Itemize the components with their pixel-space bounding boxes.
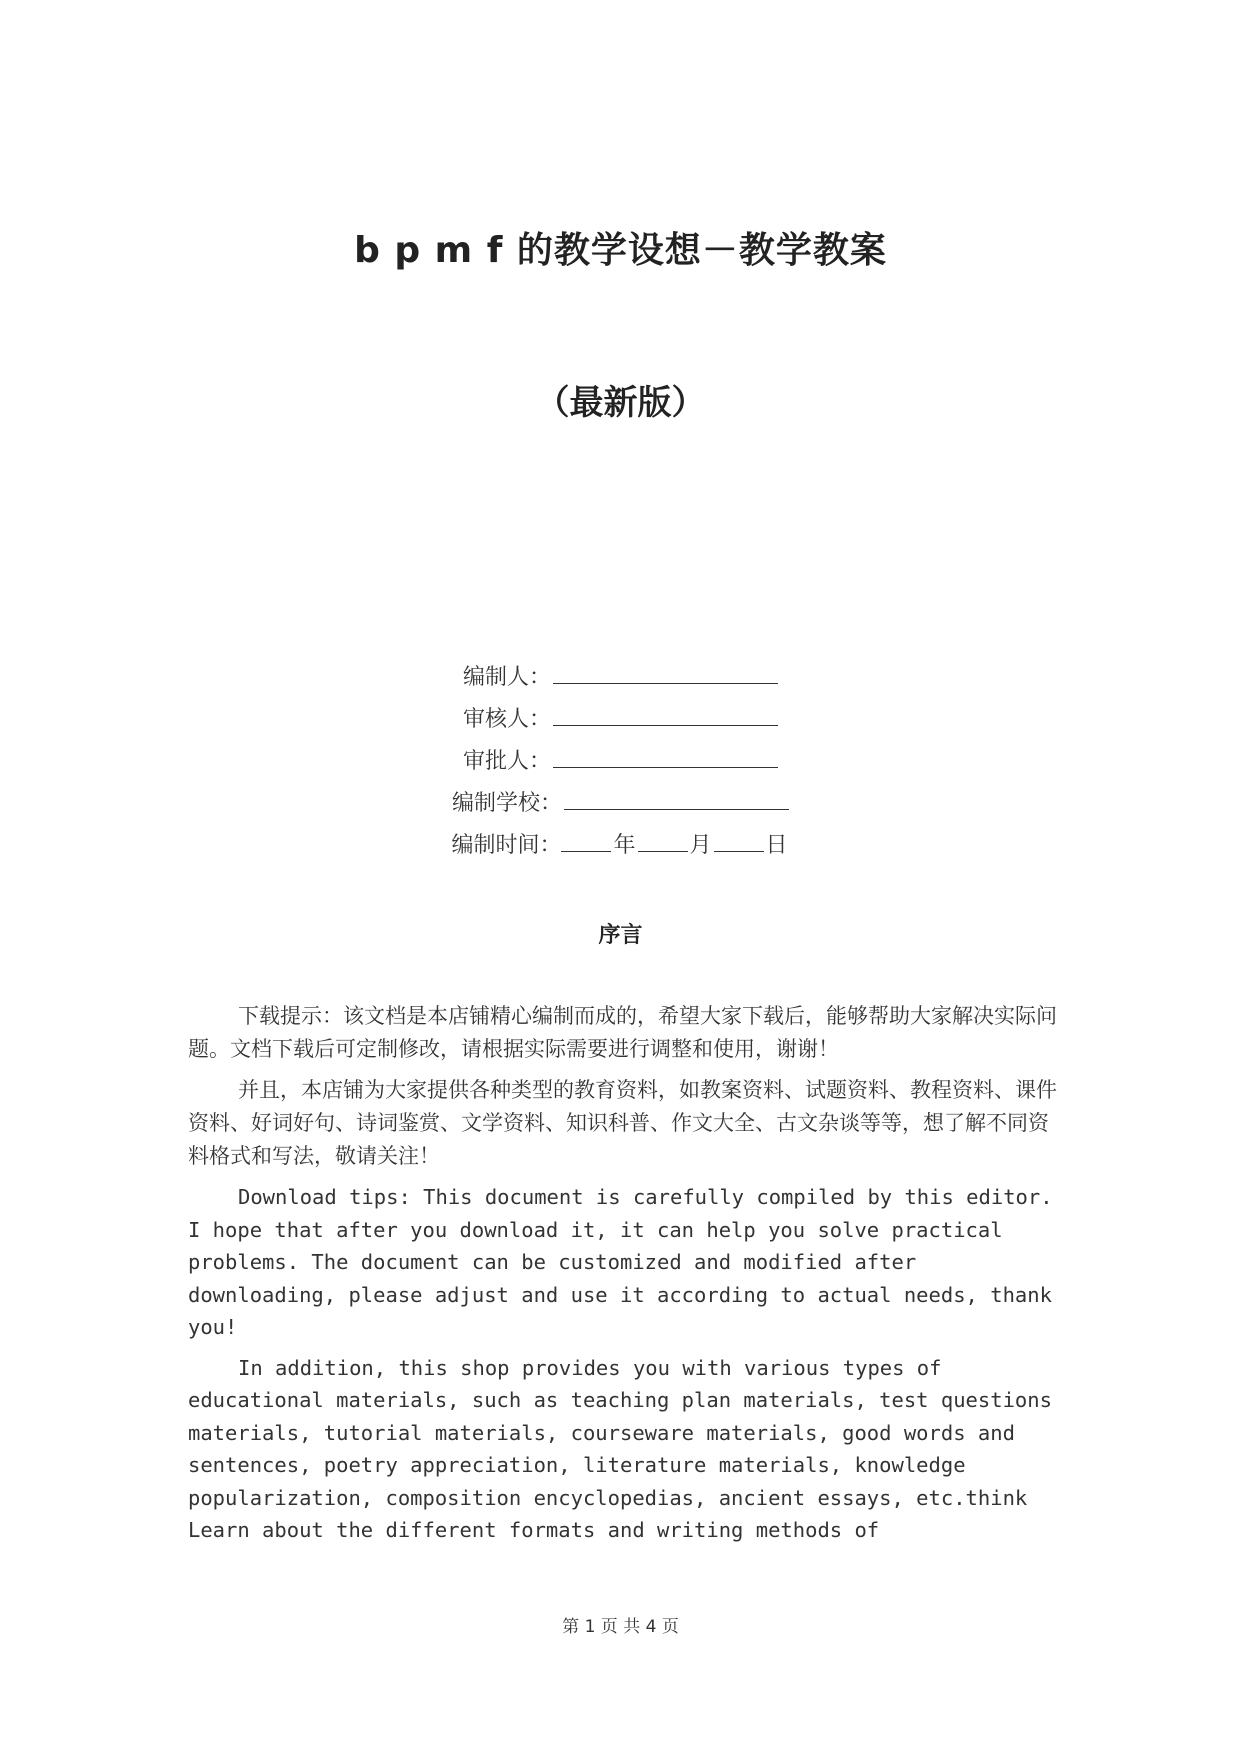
field-label: 编制学校： bbox=[451, 791, 562, 816]
paragraph: 下载提示：该文档是本店铺精心编制而成的，希望大家下载后，能够帮助大家解决实际问题。文档下载后可定制修改，请根据实际需要进行调整和使用，谢谢！ bbox=[188, 1004, 1057, 1061]
paragraph: Download tips: This document is carefully compiled by this editor. I hope that after you download it, it can help you solve practical problems. The document can be customized and modified after downloading, please adjust and use it according to actual needs, thank you! bbox=[188, 1185, 1053, 1339]
blank-line bbox=[561, 829, 611, 852]
preface-body bbox=[188, 1000, 1058, 1555]
field-label: 编制时间： bbox=[451, 833, 562, 858]
document-title: b p m f 的教学设想－教学教案 bbox=[354, 230, 887, 271]
month-unit: 月 bbox=[689, 833, 712, 858]
field-row-school bbox=[0, 786, 1241, 828]
field-label: 审批人： bbox=[462, 749, 551, 774]
document-subtitle: （最新版） bbox=[535, 383, 706, 423]
field-label: 审核人： bbox=[462, 707, 551, 732]
signature-fields bbox=[0, 660, 1241, 870]
field-row-approver bbox=[0, 744, 1241, 786]
blank-line bbox=[553, 661, 778, 684]
blank-line bbox=[638, 829, 688, 852]
day-unit: 日 bbox=[765, 833, 788, 858]
paragraph: In addition, this shop provides you with various types of educational materials, such as teaching plan materials, test questions materials, tutorial materials, courseware materials, good words and sentences, poetry appreciation, literature materials, knowledge popularization, composition encyclopedias, ancient essays, etc.think Learn about the different formats and writing methods of bbox=[188, 1355, 1052, 1542]
year-unit: 年 bbox=[613, 833, 636, 858]
paragraph: 并且，本店铺为大家提供各种类型的教育资料，如教案资料、试题资料、教程资料、课件资料、好词好句、诗词鉴赏、文学资料、知识科普、作文大全、古文杂谈等等，想了解不同资料格式和写法，敬请关注！ bbox=[188, 1078, 1057, 1168]
field-label: 编制人： bbox=[462, 665, 551, 690]
blank-line bbox=[714, 829, 764, 852]
field-row-reviewer bbox=[0, 702, 1241, 744]
field-row-date bbox=[0, 828, 1241, 870]
preface-heading: 序言 bbox=[598, 923, 643, 948]
blank-line bbox=[553, 703, 778, 726]
page-footer: 第 1 页 共 4 页 bbox=[562, 1617, 679, 1637]
blank-line bbox=[564, 787, 789, 810]
blank-line bbox=[553, 745, 778, 768]
field-row-compiler bbox=[0, 660, 1241, 702]
